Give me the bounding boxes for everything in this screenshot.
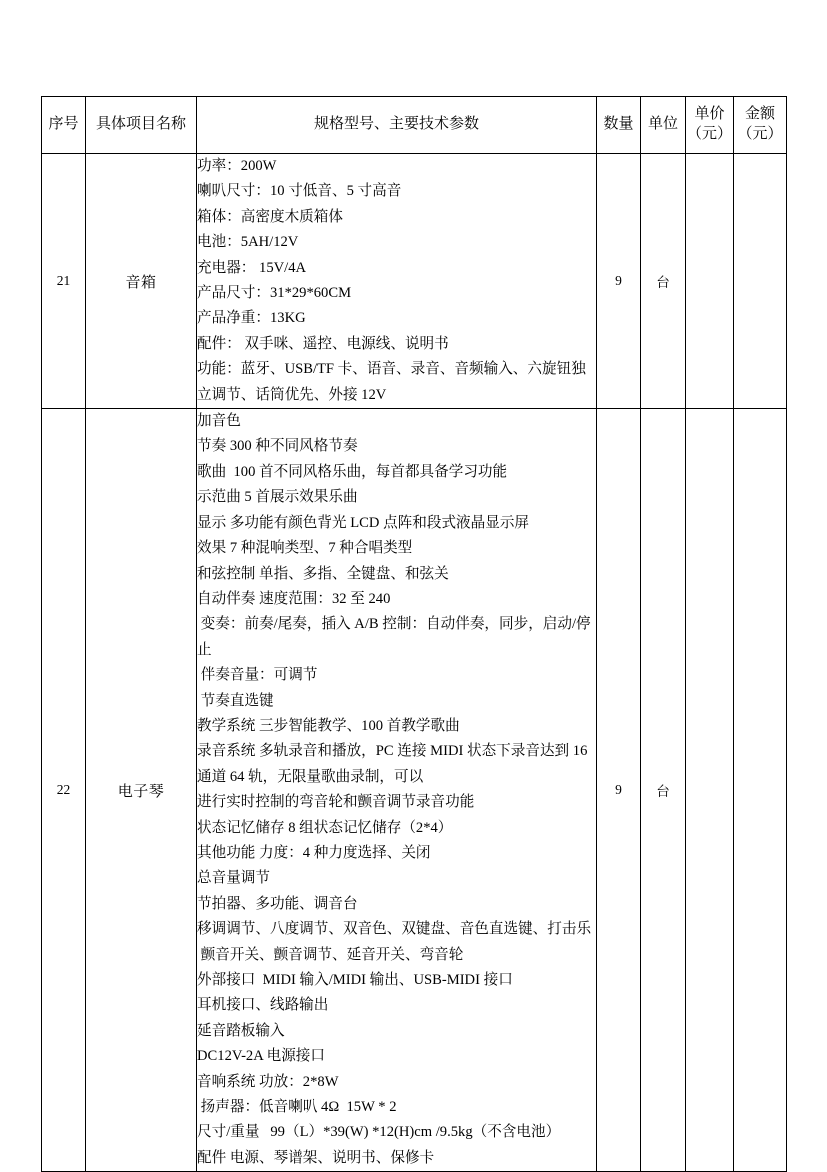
column-header-name-label: 具体项目名称	[95, 116, 186, 133]
row-seq: 22	[42, 409, 86, 1172]
spec-line: 颤音开关、颤音调节、延音开关、弯音轮	[197, 946, 464, 963]
column-header-unit-price-label: 单价	[694, 106, 725, 123]
column-header-qty	[597, 97, 641, 154]
spec-line: 加音色	[197, 413, 241, 430]
column-header-unit-price	[686, 97, 734, 154]
spec-line: 录音系统 多轨录音和播放，PC 连接 MIDI 状态下录音达到 16 通道 64 轨，无限量歌曲录制，可以	[197, 743, 592, 785]
spec-line: 延音踏板输入	[197, 1022, 285, 1039]
spec-line: 电池：5AH/12V	[197, 234, 299, 251]
row-unit: 台	[641, 409, 686, 1172]
column-header-amount-currency: （元）	[737, 126, 783, 142]
column-header-amount	[734, 97, 787, 154]
column-header-amount-label: 金额	[744, 106, 775, 123]
spec-table-container	[41, 96, 786, 1172]
header-row	[42, 97, 787, 154]
spec-line: 耳机接口、线路输出	[197, 997, 329, 1014]
row-item-name: 电子琴	[86, 409, 197, 1172]
spec-line: 伴奏音量：可调节	[197, 667, 318, 684]
row-amount	[734, 409, 787, 1172]
row-quantity: 9	[597, 409, 641, 1172]
column-header-seq	[42, 97, 86, 154]
spec-line: 配件： 双手咪、遥控、电源线、说明书	[197, 335, 449, 352]
spec-line: 箱体：高密度木质箱体	[197, 208, 343, 225]
spec-line: 喇叭尺寸：10 寸低音、5 寸高音	[197, 183, 402, 200]
spec-line: DC12V-2A 电源接口	[197, 1048, 325, 1065]
spec-line: 产品尺寸：31*29*60CM	[197, 285, 352, 302]
spec-line: 节拍器、多功能、调音台	[197, 895, 358, 912]
column-header-seq-label: 序号	[48, 116, 79, 133]
spec-line: 总音量调节	[197, 870, 270, 887]
spec-line: 扬声器：低音喇叭 4Ω 15W * 2	[197, 1099, 397, 1116]
spec-line: 自动伴奏 速度范围：32 至 240	[197, 590, 391, 607]
table-row	[42, 154, 787, 409]
column-header-unit-label: 单位	[647, 116, 678, 133]
row-unit-price	[686, 409, 734, 1172]
table-header	[42, 97, 787, 154]
spec-line: 音响系统 功放：2*8W	[197, 1073, 339, 1090]
column-header-unit-price-currency: （元）	[686, 126, 732, 142]
column-header-name	[86, 97, 197, 154]
row-quantity: 9	[597, 154, 641, 409]
spec-line: 变奏：前奏/尾奏，插入 A/B 控制：自动伴奏，同步，启动/停止	[197, 616, 591, 658]
spec-line: 和弦控制 单指、多指、全键盘、和弦关	[197, 565, 449, 582]
spec-line: 示范曲 5 首展示效果乐曲	[197, 489, 358, 506]
column-header-unit	[641, 97, 686, 154]
spec-line: 节奏 300 种不同风格节奏	[197, 438, 358, 455]
column-header-qty-label: 数量	[603, 116, 634, 133]
row-spec	[197, 409, 597, 1172]
spec-line: 产品净重：13KG	[197, 310, 306, 327]
spec-line: 节奏直选键	[197, 692, 274, 709]
spec-line: 功能：蓝牙、USB/TF 卡、语音、录音、音频输入、六旋钮独立调节、话筒优先、外接 12V	[197, 361, 586, 403]
row-unit: 台	[641, 154, 686, 409]
spec-line: 状态记忆储存 8 组状态记忆储存（2*4）	[197, 819, 453, 836]
spec-line: 配件 电源、琴谱架、说明书、保修卡	[197, 1149, 435, 1166]
spec-line: 移调调节、八度调节、双音色、双键盘、音色直选键、打击乐	[197, 921, 592, 938]
spec-line: 效果 7 种混响类型、7 种合唱类型	[197, 540, 413, 557]
spec-line: 功率：200W	[197, 158, 277, 174]
specification-table	[41, 96, 787, 1172]
column-header-spec	[197, 97, 597, 154]
table-row	[42, 409, 787, 1172]
spec-line: 外部接口 MIDI 输入/MIDI 输出、USB-MIDI 接口	[197, 972, 513, 988]
spec-line: 进行实时控制的弯音轮和颤音调节录音功能	[197, 794, 475, 811]
row-seq: 21	[42, 154, 86, 409]
row-unit-price	[686, 154, 734, 409]
row-amount	[734, 154, 787, 409]
spec-line: 教学系统 三步智能教学、100 首教学歌曲	[197, 717, 460, 734]
spec-line: 歌曲 100 首不同风格乐曲，每首都具备学习功能	[197, 463, 508, 480]
row-spec	[197, 154, 597, 409]
spec-line: 显示 多功能有颜色背光 LCD 点阵和段式液晶显示屏	[197, 514, 530, 531]
table-body	[42, 154, 787, 1172]
column-header-spec-label: 规格型号、主要技术参数	[313, 116, 479, 133]
row-item-name: 音箱	[86, 154, 197, 409]
spec-line: 尺寸/重量 99（L）*39(W) *12(H)cm /9.5kg（不含电池）	[197, 1124, 561, 1141]
spec-line: 其他功能 力度：4 种力度选择、关闭	[197, 844, 431, 861]
spec-line: 充电器： 15V/4A	[197, 259, 307, 276]
